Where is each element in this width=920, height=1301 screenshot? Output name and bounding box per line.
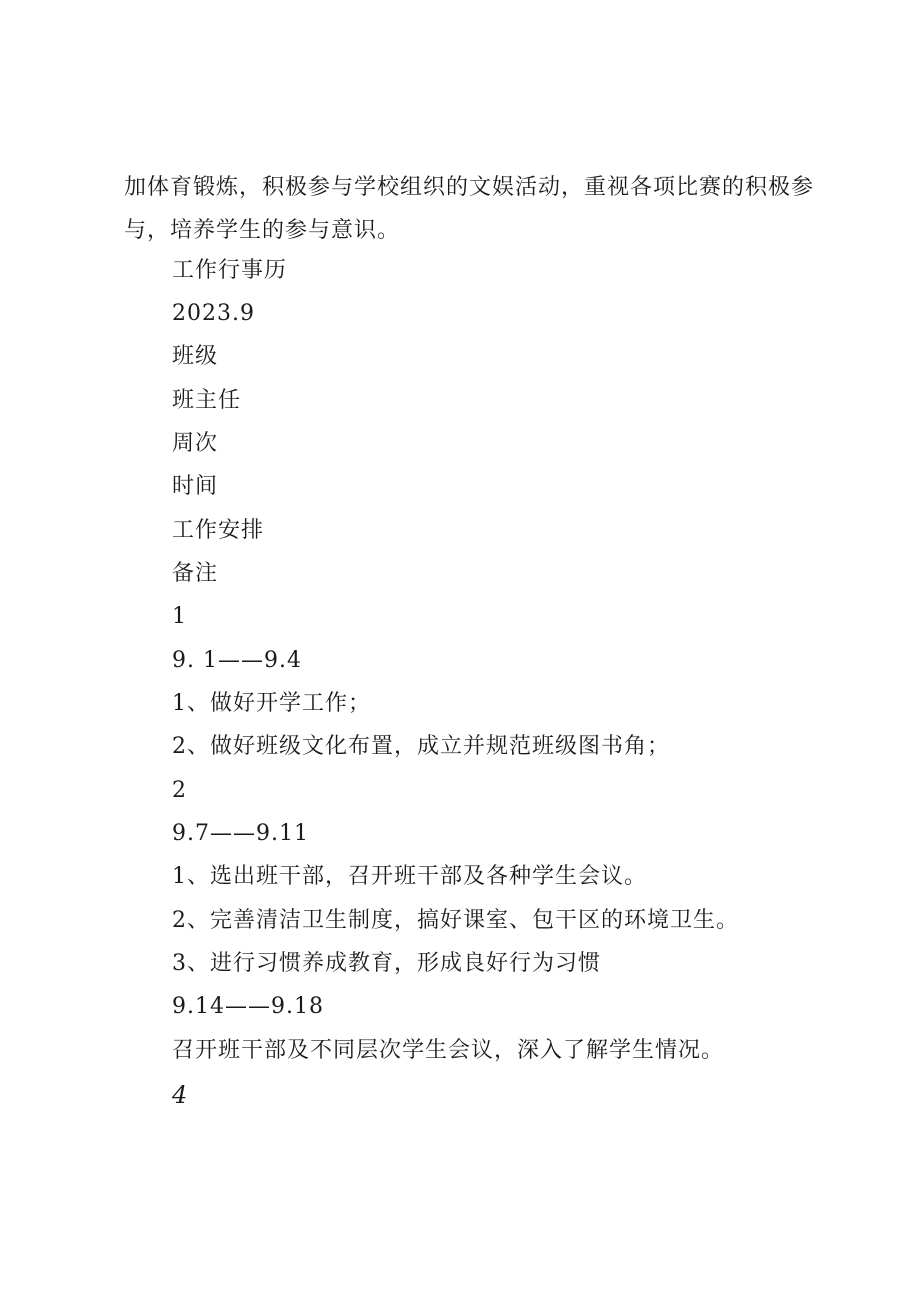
week-number: 2 bbox=[172, 778, 187, 803]
header-notes: 备注 bbox=[172, 561, 219, 586]
work-item: 2、完善清洁卫生制度，搞好课室、包干区的环境卫生。 bbox=[172, 908, 739, 933]
work-item: 3、进行习惯养成教育，形成良好行为习惯 bbox=[172, 951, 601, 976]
week-dates: 9.7——9.11 bbox=[172, 821, 309, 846]
week-dates: 9. 1——9.4 bbox=[172, 648, 302, 673]
month-label: 2023.9 bbox=[172, 301, 255, 326]
week-number: 1 bbox=[172, 604, 187, 629]
header-work-plan: 工作安排 bbox=[172, 518, 265, 543]
header-class: 班级 bbox=[172, 344, 219, 369]
header-time: 时间 bbox=[172, 474, 219, 499]
calendar-title: 工作行事历 bbox=[172, 258, 288, 283]
work-item: 1、选出班干部，召开班干部及各种学生会议。 bbox=[172, 864, 647, 889]
week-number: 4 bbox=[172, 1081, 189, 1109]
work-item: 2、做好班级文化布置，成立并规范班级图书角； bbox=[172, 734, 670, 759]
week-dates: 9.14——9.18 bbox=[172, 994, 324, 1019]
work-item: 1、做好开学工作； bbox=[172, 691, 371, 716]
body-paragraph: 加体育锻炼，积极参与学校组织的文娱活动，重视各项比赛的积极参与，培养学生的参与意识。 bbox=[124, 175, 815, 243]
header-head-teacher: 班主任 bbox=[172, 388, 242, 413]
work-item: 召开班干部及不同层次学生会议，深入了解学生情况。 bbox=[172, 1038, 725, 1063]
header-week: 周次 bbox=[172, 431, 219, 456]
